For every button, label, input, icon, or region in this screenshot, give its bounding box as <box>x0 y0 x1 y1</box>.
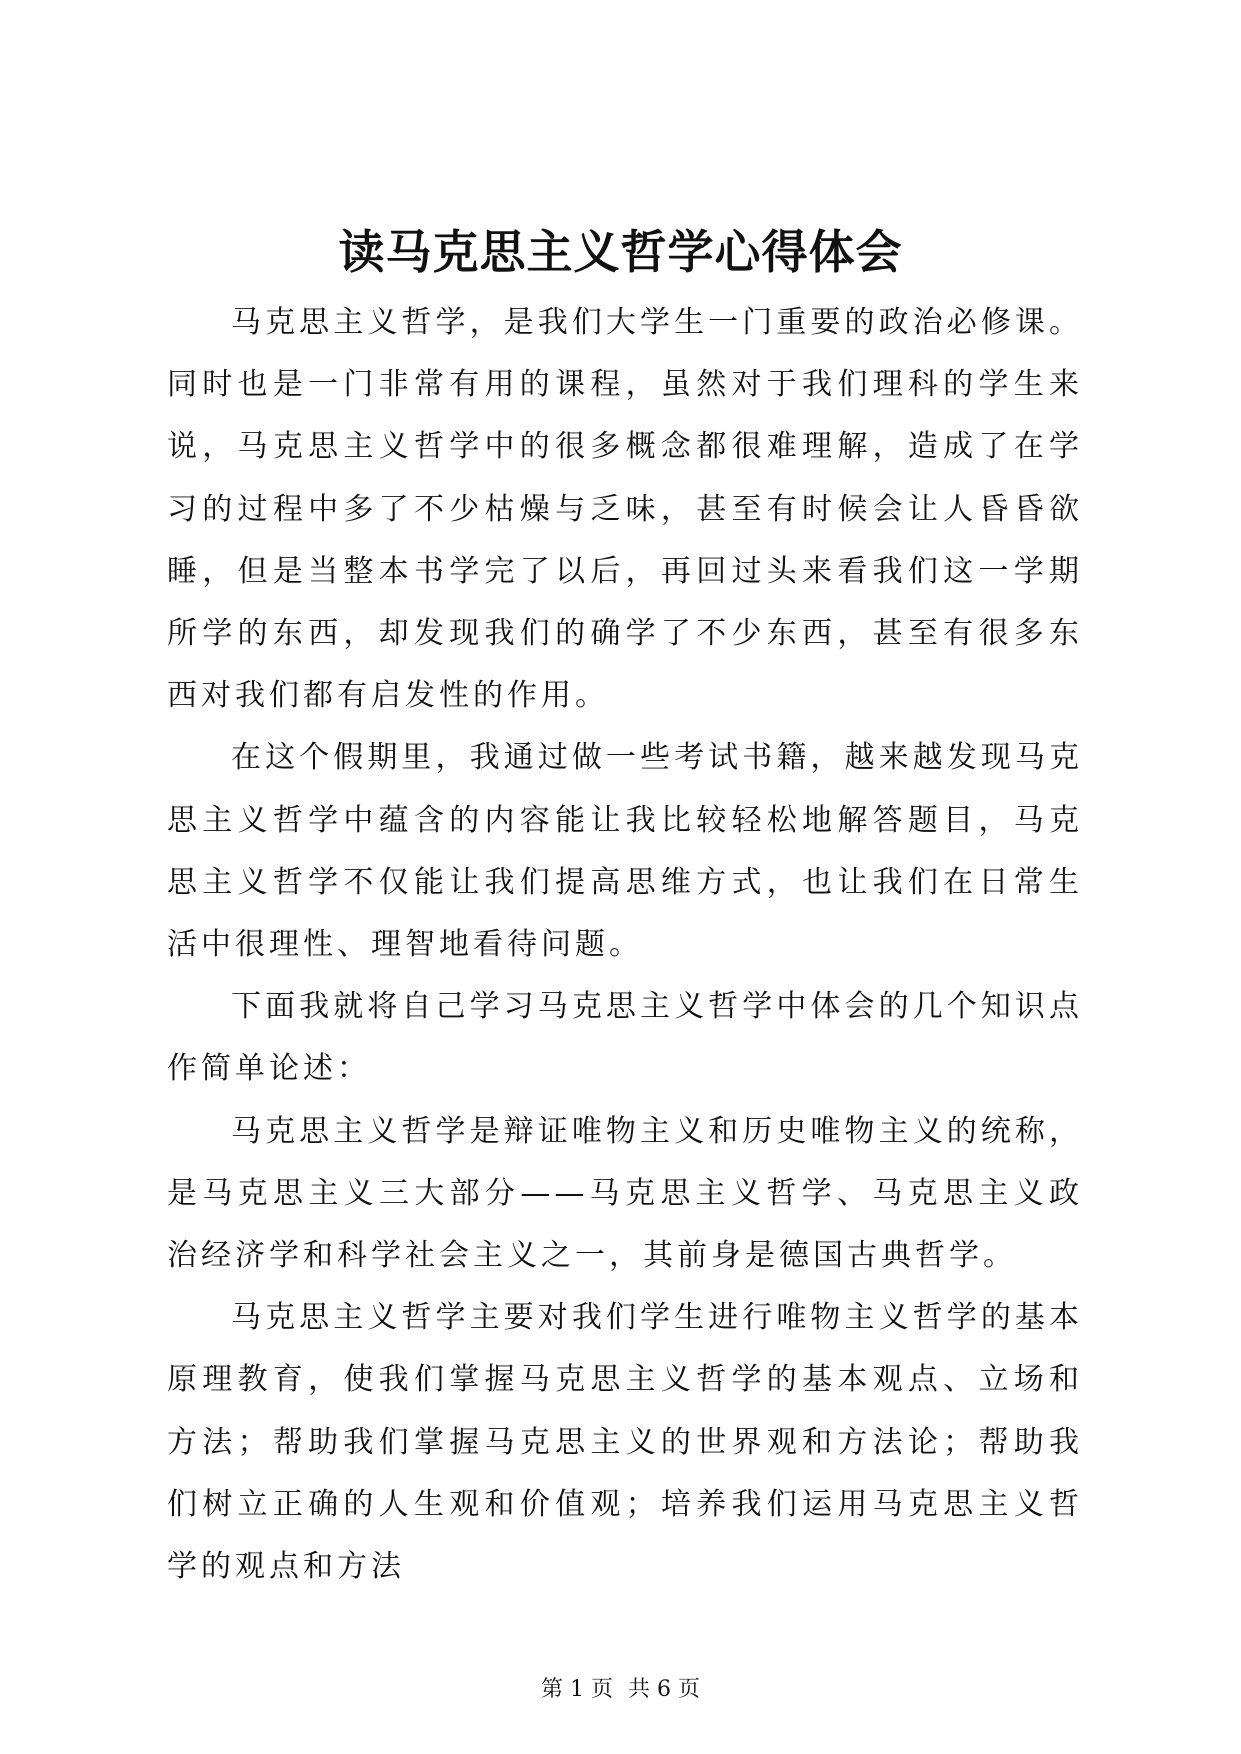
page-number: 第 1 页 <box>541 1677 613 1702</box>
page-total: 共 6 页 <box>628 1677 700 1702</box>
paragraph-2: 在这个假期里，我通过做一些考试书籍，越来越发现马克思主义哲学中蕴含的内容能让我比较轻松地解答题目，马克思主义哲学不仅能让我们提高思维方式，也让我们在日常生活中很理性、理智地看待问题。 <box>167 740 1083 963</box>
page-footer <box>0 1675 1241 1705</box>
paragraph-1: 马克思主义哲学，是我们大学生一门重要的政治必修课。同时也是一门非常有用的课程，虽然对于我们理科的学生来说，马克思主义哲学中的很多概念都很难理解，造成了在学习的过程中多了不少枯燥与乏味，甚至有时候会让人昏昏欲睡，但是当整本书学完了以后，再回过头来看我们这一学期所学的东西，却发现我们的确学了不少东西，甚至有很多东西对我们都有启发性的作用。 <box>167 305 1083 714</box>
paragraph-5: 马克思主义哲学主要对我们学生进行唯物主义哲学的基本原理教育，使我们掌握马克思主义哲学的基本观点、立场和方法；帮助我们掌握马克思主义的世界观和方法论；帮助我们树立正确的人生观和价值观；培养我们运用马克思主义哲学的观点和方法 <box>167 1300 1083 1585</box>
document-body <box>167 292 1083 1598</box>
document-title: 读马克思主义哲学心得体会 <box>338 225 903 279</box>
paragraph-3: 下面我就将自己学习马克思主义哲学中体会的几个知识点作简单论述： <box>167 989 1083 1087</box>
paragraph-4: 马克思主义哲学是辩证唯物主义和历史唯物主义的统称，是马克思主义三大部分——马克思主义哲学、马克思主义政治经济学和科学社会主义之一，其前身是德国古典哲学。 <box>167 1113 1083 1274</box>
